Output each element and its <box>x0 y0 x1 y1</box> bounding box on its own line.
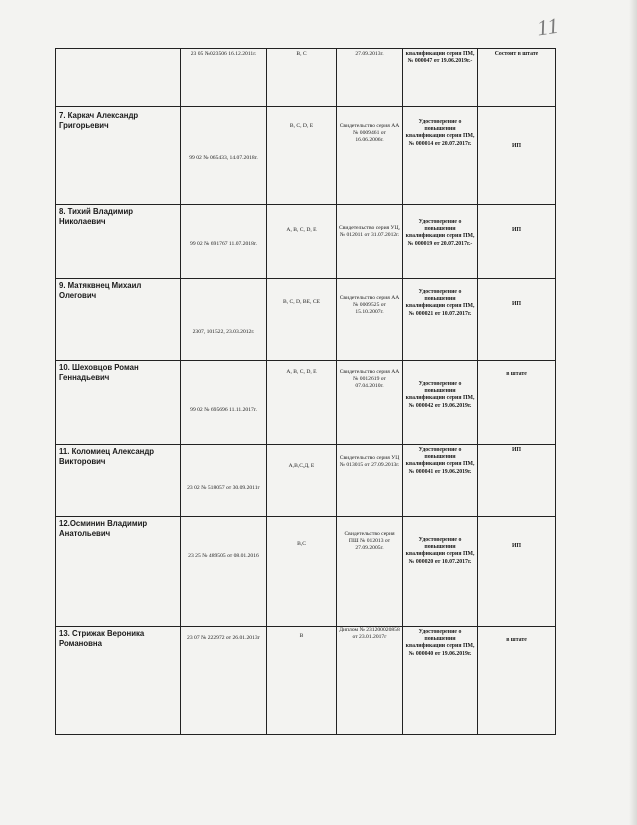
certificate-cell <box>337 49 403 107</box>
categories-text: В, С <box>296 51 307 57</box>
categories-cell <box>267 107 337 205</box>
certificate-cell <box>337 445 403 517</box>
status-text: ИП <box>511 447 522 453</box>
qualification-text: Удостоверение о повышении квалификации серия ПМ, № 000019 от 20.07.2017г.- <box>405 219 475 247</box>
table-row <box>56 517 556 627</box>
categories-text: В <box>299 633 304 639</box>
passport-text: 23 05 №023506 16.12.2011г. <box>190 51 257 57</box>
staff-name: 10. Шеховцов Роман Геннадьевич <box>56 361 181 445</box>
status-text: ИП <box>511 227 522 233</box>
certificate-text: Свидетельство серия АА № 0012619 от 07.04.2010г. <box>339 369 400 389</box>
status-cell <box>478 49 556 107</box>
staff-name: 9. Матяквнец Михаил Олегович <box>56 279 181 361</box>
qualification-cell <box>403 517 478 627</box>
table-row <box>56 205 556 279</box>
status-cell <box>478 361 556 445</box>
passport-text: 23 07 № 222972 от 26.01.2013г <box>187 635 260 641</box>
qualification-cell <box>403 361 478 445</box>
categories-text: В, С, D, ВЕ, СЕ <box>283 299 320 305</box>
qualification-text: Удостоверение о повышении квалификации серия ПМ, № 000042 от 19.06.2019г. <box>405 381 475 409</box>
staff-name: 11. Коломиец Александр Викторович <box>56 445 181 517</box>
passport-text: 99 02 № 695696 11.11.2017г. <box>190 407 257 413</box>
categories-text: А, В, С, D, Е <box>286 369 317 375</box>
certificate-cell <box>337 279 403 361</box>
certificate-cell <box>337 627 403 735</box>
passport-text: 99 02 № 691767 11.07.2018г. <box>190 241 257 247</box>
staff-name: 13. Стрижак Вероника Романовна <box>56 627 181 735</box>
qualification-cell <box>403 627 478 735</box>
status-text: ИП <box>511 543 522 549</box>
status-text: в штате <box>506 371 527 377</box>
passport-cell <box>181 627 267 735</box>
categories-cell <box>267 49 337 107</box>
status-cell <box>478 205 556 279</box>
qualification-cell <box>403 205 478 279</box>
categories-text: А,В,С,Д, Е <box>288 463 315 469</box>
passport-cell <box>181 205 267 279</box>
categories-cell <box>267 445 337 517</box>
staff-name: 8. Тихий Владимир Николаевич <box>56 205 181 279</box>
scan-edge-shadow <box>629 0 637 825</box>
passport-cell <box>181 49 267 107</box>
certificate-cell <box>337 107 403 205</box>
passport-text: 23 02 № 518057 от 30.09.2011г <box>187 485 260 491</box>
categories-text: А, В, С, D, Е <box>286 227 317 233</box>
table-row <box>56 107 556 205</box>
passport-text: 2307, 101522, 23.03.2012г. <box>192 329 255 335</box>
categories-text: В, С, D, Е <box>289 123 314 129</box>
passport-cell <box>181 445 267 517</box>
certificate-cell <box>337 517 403 627</box>
passport-cell <box>181 361 267 445</box>
categories-cell <box>267 517 337 627</box>
certificate-text: Свидетельство серия УЦ № 013015 от 27.09.2013г. <box>339 455 400 468</box>
staff-name: 7. Каркач Александр Григорьевич <box>56 107 181 205</box>
passport-cell <box>181 107 267 205</box>
certificate-text: 27.09.2013г. <box>355 51 384 57</box>
certificate-cell <box>337 361 403 445</box>
staff-name: 12.Осминин Владимир Анатольевич <box>56 517 181 627</box>
passport-text: 23 25 № 489505 от 08.01.2016 <box>188 553 259 559</box>
qualification-cell <box>403 49 478 107</box>
table-row <box>56 279 556 361</box>
status-cell <box>478 107 556 205</box>
table-row <box>56 627 556 735</box>
certificate-text: Диплом № 231200020858 от 23.01.2017г <box>339 627 400 640</box>
qualification-text: Удостоверение о повышении квалификации серия ПМ, № 000021 от 10.07.2017г. <box>405 289 475 317</box>
table-row <box>56 445 556 517</box>
certificate-cell <box>337 205 403 279</box>
certificate-text: Свидетельство серия АА № 0009525 от 15.10.2007г. <box>339 295 400 315</box>
certificate-text: Свидетельство серия УЦ, № 012011 от 31.07.2012г. <box>339 225 400 238</box>
status-cell <box>478 517 556 627</box>
qualification-text: Удостоверение о повышении квалификации серия ПМ, № 000040 от 19.06.2019г. <box>405 629 475 657</box>
qualification-text: Удостоверение о повышении квалификации серия ПМ, № 000041 от 19.06.2019г. <box>405 447 475 475</box>
categories-cell <box>267 205 337 279</box>
passport-cell <box>181 517 267 627</box>
qualification-text: Удостоверение о повышении квалификации серия ПМ, № 000014 от 20.07.2017г. <box>405 119 475 147</box>
categories-cell <box>267 279 337 361</box>
categories-cell <box>267 627 337 735</box>
status-cell <box>478 279 556 361</box>
status-text: ИП <box>511 143 522 149</box>
qualification-text: квалификации серия ПМ, № 000047 от 19.06.2019г.- <box>405 51 475 65</box>
certificate-text: Свидетельство серия ПШ № 012013 от 27.09.2005г. <box>344 531 395 551</box>
categories-cell <box>267 361 337 445</box>
status-cell <box>478 627 556 735</box>
table-row <box>56 361 556 445</box>
qualification-cell <box>403 445 478 517</box>
categories-text: В,С <box>297 541 306 547</box>
staff-name <box>56 49 181 107</box>
qualification-cell <box>403 107 478 205</box>
status-text: Состоит в штате <box>494 51 539 57</box>
qualification-cell <box>403 279 478 361</box>
certificate-text: Свидетельство серия АА № 0009461 от 16.06.2006г. <box>339 123 400 143</box>
staff-table <box>55 48 556 735</box>
qualification-text: Удостоверение о повышении квалификации серия ПМ, № 000020 от 10.07.2017г. <box>405 537 475 565</box>
status-cell <box>478 445 556 517</box>
passport-cell <box>181 279 267 361</box>
status-text: в штате <box>506 637 527 643</box>
table-row <box>56 49 556 107</box>
passport-text: 99 02 № 065433, 14.07.2018г. <box>189 155 258 161</box>
status-text: ИП <box>511 301 522 307</box>
page-number: 11 <box>535 12 561 41</box>
